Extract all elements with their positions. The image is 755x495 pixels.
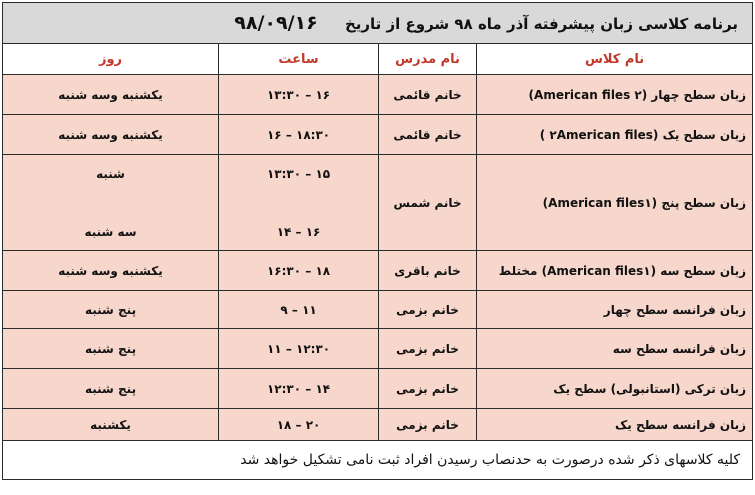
table-row: [3, 75, 753, 115]
class-time: ۱۸ – ۱۶:۳۰: [219, 251, 379, 291]
header-class: نام کلاس: [477, 44, 753, 75]
table-row: [3, 329, 753, 369]
teacher-name: خانم قائمی: [379, 75, 477, 115]
class-day: یکشنبه وسه شنبه: [3, 75, 219, 115]
footer-note: کلیه کلاسهای ذکر شده درصورت به حدنصاب رسیدن افراد ثبت نامی تشکیل خواهد شد: [3, 441, 753, 480]
class-time: ۱۸:۳۰ – ۱۶: [219, 115, 379, 155]
table-row: [3, 115, 753, 155]
class-time: ۱۵ – ۱۳:۳۰: [266, 166, 331, 181]
class-day: یکشنبه وسه شنبه: [3, 115, 219, 155]
header-day: روز: [3, 44, 219, 75]
class-day: سه شنبه: [84, 224, 137, 239]
teacher-name: خانم بزمی: [379, 329, 477, 369]
teacher-name: خانم بزمی: [379, 409, 477, 441]
class-day-cell: [3, 155, 219, 251]
class-name: زبان فرانسه سطح چهار: [477, 291, 753, 329]
class-time: ۱۴ – ۱۲:۳۰: [219, 369, 379, 409]
class-day: شنبه: [96, 166, 125, 181]
class-name: زبان فرانسه سطح سه: [477, 329, 753, 369]
class-time: ۱۶ – ۱۳:۳۰: [219, 75, 379, 115]
teacher-name: خانم بزمی: [379, 369, 477, 409]
class-day: پنج شنبه: [3, 369, 219, 409]
class-day: یکشنبه وسه شنبه: [3, 251, 219, 291]
class-name: زبان سطح یک (۲American files ): [477, 115, 753, 155]
class-name: زبان ترکی (استانبولی) سطح یک: [477, 369, 753, 409]
class-name: زبان سطح پنج (American files۱): [477, 155, 753, 251]
schedule-table: [2, 2, 753, 480]
class-time: ۱۶ – ۱۴: [276, 224, 321, 239]
table-row: [3, 291, 753, 329]
class-time-cell: [219, 155, 379, 251]
title-row: [3, 3, 753, 44]
class-time: ۱۲:۳۰ – ۱۱: [219, 329, 379, 369]
class-day: پنج شنبه: [3, 291, 219, 329]
table-row: [3, 409, 753, 441]
schedule-title: برنامه کلاسی زبان پیشرفته آذر ماه ۹۸ شروع از تاریخ: [344, 15, 739, 33]
class-name: زبان فرانسه سطح یک: [477, 409, 753, 441]
title-cell: [3, 3, 753, 44]
teacher-name: خانم شمس: [379, 155, 477, 251]
teacher-name: خانم باقری: [379, 251, 477, 291]
teacher-name: خانم بزمی: [379, 291, 477, 329]
class-day: پنج شنبه: [3, 329, 219, 369]
teacher-name: خانم قائمی: [379, 115, 477, 155]
header-teacher: نام مدرس: [379, 44, 477, 75]
class-time: ۲۰ – ۱۸: [219, 409, 379, 441]
schedule-date: ۹۸/۰۹/۱۶: [234, 12, 318, 34]
header-time: ساعت: [219, 44, 379, 75]
class-day: یکشنبه: [3, 409, 219, 441]
table-row: [3, 369, 753, 409]
table-row: [3, 155, 753, 251]
footer-row: [3, 441, 753, 480]
class-time: ۱۱ – ۹: [219, 291, 379, 329]
class-name: زبان سطح سه (American files۱) مختلط: [477, 251, 753, 291]
header-row: [3, 44, 753, 75]
class-name: زبان سطح چهار (۲ American files): [477, 75, 753, 115]
table-row: [3, 251, 753, 291]
